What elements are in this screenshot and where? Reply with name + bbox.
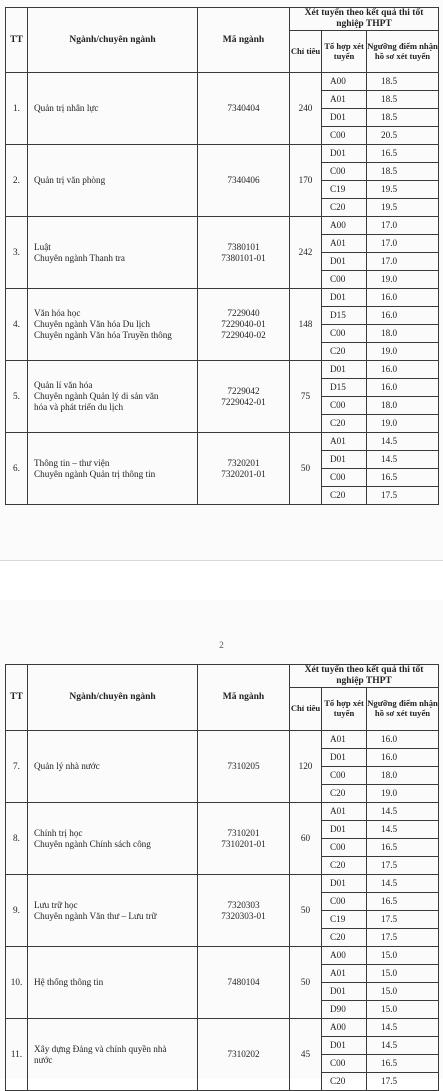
threshold-score: 16.0 — [367, 307, 439, 325]
combo-code: C20 — [322, 199, 367, 217]
major-name — [28, 145, 198, 217]
quota-value: 50 — [290, 947, 322, 1019]
header-threshold: Ngưỡng điểm nhận hồ sơ xét tuyển — [367, 31, 439, 73]
combo-code: C19 — [322, 911, 367, 929]
row-number: 9. — [6, 875, 28, 947]
row-number: 7. — [6, 731, 28, 803]
header-group: Xét tuyển theo kết quả thi tốt nghiệp THPT — [290, 8, 439, 31]
table-row — [6, 145, 439, 163]
major-name — [28, 731, 198, 803]
combo-code: C20 — [322, 487, 367, 505]
threshold-score: 18.5 — [367, 109, 439, 127]
major-code — [198, 145, 290, 217]
major-code — [198, 1019, 290, 1091]
combo-code: C19 — [322, 181, 367, 199]
header-code: Mã ngành — [198, 8, 290, 73]
quota-value: 120 — [290, 731, 322, 803]
combo-code: C00 — [322, 1055, 367, 1073]
major-name-line: Quản trị nhân lực — [34, 103, 99, 113]
combo-code: D01 — [322, 451, 367, 469]
combo-code: C00 — [322, 767, 367, 785]
threshold-score: 16.5 — [367, 893, 439, 911]
threshold-score: 15.0 — [367, 983, 439, 1001]
threshold-score: 17.5 — [367, 1073, 439, 1091]
header-quota: Chỉ tiêu — [290, 688, 322, 731]
threshold-score: 16.0 — [367, 749, 439, 767]
threshold-score: 14.5 — [367, 821, 439, 839]
major-code-line: 7340404 — [227, 103, 260, 113]
admission-table-2 — [5, 664, 439, 1091]
major-code-line: 7310202 — [227, 1049, 260, 1059]
major-code-line: 7229040 — [227, 308, 260, 318]
major-name-line: Chuyên ngành Văn hóa Du lịch — [34, 319, 150, 329]
threshold-score: 18.5 — [367, 73, 439, 91]
combo-code: D01 — [322, 145, 367, 163]
threshold-score: 16.0 — [367, 379, 439, 397]
combo-code: C00 — [322, 325, 367, 343]
combo-code: D15 — [322, 379, 367, 397]
major-name — [28, 875, 198, 947]
major-name — [28, 433, 198, 505]
threshold-score: 17.0 — [367, 235, 439, 253]
major-code-line: 7380101-01 — [221, 252, 266, 263]
major-code-line: 7229040-02 — [221, 330, 266, 340]
major-name — [28, 361, 198, 433]
quota-value: 60 — [290, 803, 322, 875]
table-row — [6, 731, 439, 749]
major-code — [198, 875, 290, 947]
major-code — [198, 361, 290, 433]
threshold-score: 15.0 — [367, 947, 439, 965]
combo-code: C00 — [322, 893, 367, 911]
major-code — [198, 433, 290, 505]
combo-code: D01 — [322, 1037, 367, 1055]
combo-code: D01 — [322, 361, 367, 379]
threshold-score: 18.0 — [367, 325, 439, 343]
major-name — [28, 947, 198, 1019]
table-row — [6, 1019, 439, 1037]
major-code-line: 7340406 — [227, 175, 260, 185]
table-row — [6, 289, 439, 307]
table-row — [6, 73, 439, 91]
combo-code: A01 — [322, 235, 367, 253]
major-code — [198, 289, 290, 361]
combo-code: D01 — [322, 749, 367, 767]
major-name-line: Chuyên ngành Văn thư – Lưu trữ — [34, 910, 157, 921]
quota-value: 242 — [290, 217, 322, 289]
threshold-score: 19.0 — [367, 343, 439, 361]
combo-code: C20 — [322, 857, 367, 875]
major-code-line: 7310201 — [227, 827, 260, 838]
combo-code: C20 — [322, 929, 367, 947]
threshold-score: 16.0 — [367, 289, 439, 307]
admission-table-1 — [5, 7, 439, 505]
major-name-line: Quản trị văn phòng — [34, 175, 106, 185]
table-row — [6, 875, 439, 893]
combo-code: A01 — [322, 803, 367, 821]
major-name-line: Chuyên ngành Chính sách công — [34, 838, 151, 849]
threshold-score: 16.5 — [367, 839, 439, 857]
major-name-line: Văn hóa học — [34, 308, 81, 318]
header-combo: Tổ hợp xét tuyển — [322, 31, 367, 73]
major-code-line: 7320303 — [227, 899, 260, 910]
combo-code: D01 — [322, 821, 367, 839]
major-code-line: 7229042-01 — [221, 396, 266, 407]
combo-code: A00 — [322, 947, 367, 965]
major-code-line: 7229040-01 — [221, 319, 266, 329]
major-code-line: 7310205 — [227, 761, 260, 771]
combo-code: A00 — [322, 217, 367, 235]
combo-code: D01 — [322, 289, 367, 307]
combo-code: D01 — [322, 983, 367, 1001]
header-tt: TT — [6, 8, 28, 73]
major-code-line: 7380101 — [227, 241, 260, 252]
threshold-score: 14.5 — [367, 1037, 439, 1055]
table-row — [6, 361, 439, 379]
combo-code: C20 — [322, 415, 367, 433]
row-number: 10. — [6, 947, 28, 1019]
combo-code: D01 — [322, 875, 367, 893]
threshold-score: 18.5 — [367, 91, 439, 109]
threshold-score: 17.5 — [367, 911, 439, 929]
major-name-line: Thông tin – thư viện — [34, 457, 110, 468]
major-name-line: Hệ thống thông tin — [34, 977, 104, 987]
table-row — [6, 947, 439, 965]
quota-value: 50 — [290, 433, 322, 505]
row-number: 11. — [6, 1019, 28, 1091]
row-number: 1. — [6, 73, 28, 145]
major-code — [198, 803, 290, 875]
header-major: Ngành/chuyên ngành — [28, 8, 198, 73]
threshold-score: 16.5 — [367, 1055, 439, 1073]
threshold-score: 14.5 — [367, 1019, 439, 1037]
header-quota: Chỉ tiêu — [290, 31, 322, 73]
threshold-score: 16.0 — [367, 361, 439, 379]
threshold-score: 17.0 — [367, 217, 439, 235]
table-row — [6, 803, 439, 821]
threshold-score: 18.0 — [367, 397, 439, 415]
header-group: Xét tuyển theo kết quả thi tốt nghiệp THPT — [290, 665, 439, 688]
threshold-score: 19.0 — [367, 785, 439, 803]
major-name — [28, 217, 198, 289]
header-major: Ngành/chuyên ngành — [28, 665, 198, 731]
document-page-2 — [0, 600, 443, 1086]
header-combo: Tổ hợp xét tuyển — [322, 688, 367, 731]
combo-code: A00 — [322, 73, 367, 91]
threshold-score: 19.5 — [367, 199, 439, 217]
combo-code: C20 — [322, 785, 367, 803]
major-name — [28, 1019, 198, 1091]
quota-value: 170 — [290, 145, 322, 217]
header-code: Mã ngành — [198, 665, 290, 731]
threshold-score: 20.5 — [367, 127, 439, 145]
row-number: 2. — [6, 145, 28, 217]
combo-code: D01 — [322, 253, 367, 271]
major-code — [198, 731, 290, 803]
threshold-score: 14.5 — [367, 451, 439, 469]
threshold-score: 16.0 — [367, 731, 439, 749]
threshold-score: 18.5 — [367, 163, 439, 181]
threshold-score: 17.5 — [367, 857, 439, 875]
table-row — [6, 217, 439, 235]
major-name — [28, 73, 198, 145]
major-name-line: Lưu trữ học — [34, 899, 78, 910]
major-name — [28, 289, 198, 361]
major-name-line: Chính trị học — [34, 827, 83, 838]
combo-code: C00 — [322, 127, 367, 145]
major-name-line: Chuyên ngành Văn hóa Truyền thông — [34, 330, 172, 340]
threshold-score: 15.0 — [367, 965, 439, 983]
combo-code: C00 — [322, 839, 367, 857]
quota-value: 45 — [290, 1019, 322, 1091]
threshold-score: 15.0 — [367, 1001, 439, 1019]
row-number: 5. — [6, 361, 28, 433]
major-code — [198, 217, 290, 289]
threshold-score: 17.5 — [367, 487, 439, 505]
threshold-score: 18.0 — [367, 767, 439, 785]
major-code-line: 7320201 — [227, 457, 260, 468]
major-name-line: Luật — [34, 241, 51, 252]
threshold-score: 14.5 — [367, 875, 439, 893]
combo-code: C00 — [322, 397, 367, 415]
threshold-score: 16.5 — [367, 469, 439, 487]
combo-code: A01 — [322, 433, 367, 451]
major-code-line: 7229042 — [227, 385, 260, 396]
combo-code: C20 — [322, 343, 367, 361]
combo-code: D90 — [322, 1001, 367, 1019]
page-separator — [0, 560, 443, 601]
page-number: 2 — [219, 640, 224, 650]
major-name-line: Chuyên ngành Quản trị thông tin — [34, 468, 156, 479]
threshold-score: 19.5 — [367, 181, 439, 199]
major-name-line: nước — [34, 1054, 53, 1065]
threshold-score: 17.0 — [367, 253, 439, 271]
threshold-score: 19.0 — [367, 271, 439, 289]
quota-value: 50 — [290, 875, 322, 947]
combo-code: A00 — [322, 1019, 367, 1037]
combo-code: C00 — [322, 163, 367, 181]
quota-value: 75 — [290, 361, 322, 433]
threshold-score: 14.5 — [367, 433, 439, 451]
combo-code: D01 — [322, 109, 367, 127]
quota-value: 240 — [290, 73, 322, 145]
table-row — [6, 433, 439, 451]
major-code-line: 7320303-01 — [221, 910, 266, 921]
row-number: 6. — [6, 433, 28, 505]
major-name-line: hóa và phát triển du lịch — [34, 402, 124, 412]
major-code — [198, 947, 290, 1019]
row-number: 4. — [6, 289, 28, 361]
combo-code: A01 — [322, 965, 367, 983]
threshold-score: 17.5 — [367, 929, 439, 947]
threshold-score: 14.5 — [367, 803, 439, 821]
combo-code: C20 — [322, 1073, 367, 1091]
major-name-line: Xây dựng Đảng và chính quyền nhà — [34, 1043, 167, 1054]
major-name-line: Quản lí văn hóa — [34, 380, 93, 390]
combo-code: A01 — [322, 91, 367, 109]
combo-code: C00 — [322, 469, 367, 487]
major-code-line: 7480104 — [227, 977, 260, 987]
major-code-line: 7310201-01 — [221, 838, 266, 849]
major-name — [28, 803, 198, 875]
major-name-line: Chuyên ngành Thanh tra — [34, 252, 125, 263]
header-tt: TT — [6, 665, 28, 731]
quota-value: 148 — [290, 289, 322, 361]
threshold-score: 16.5 — [367, 145, 439, 163]
combo-code: C00 — [322, 271, 367, 289]
row-number: 3. — [6, 217, 28, 289]
combo-code: A01 — [322, 731, 367, 749]
major-code-line: 7320201-01 — [221, 468, 266, 479]
major-name-line: Chuyên ngành Quản lý di sản văn — [34, 391, 159, 401]
threshold-score: 19.0 — [367, 415, 439, 433]
row-number: 8. — [6, 803, 28, 875]
combo-code: D15 — [322, 307, 367, 325]
major-name-line: Quản lý nhà nước — [34, 761, 100, 771]
major-code — [198, 73, 290, 145]
header-threshold: Ngưỡng điểm nhận hồ sơ xét tuyển — [367, 688, 439, 731]
